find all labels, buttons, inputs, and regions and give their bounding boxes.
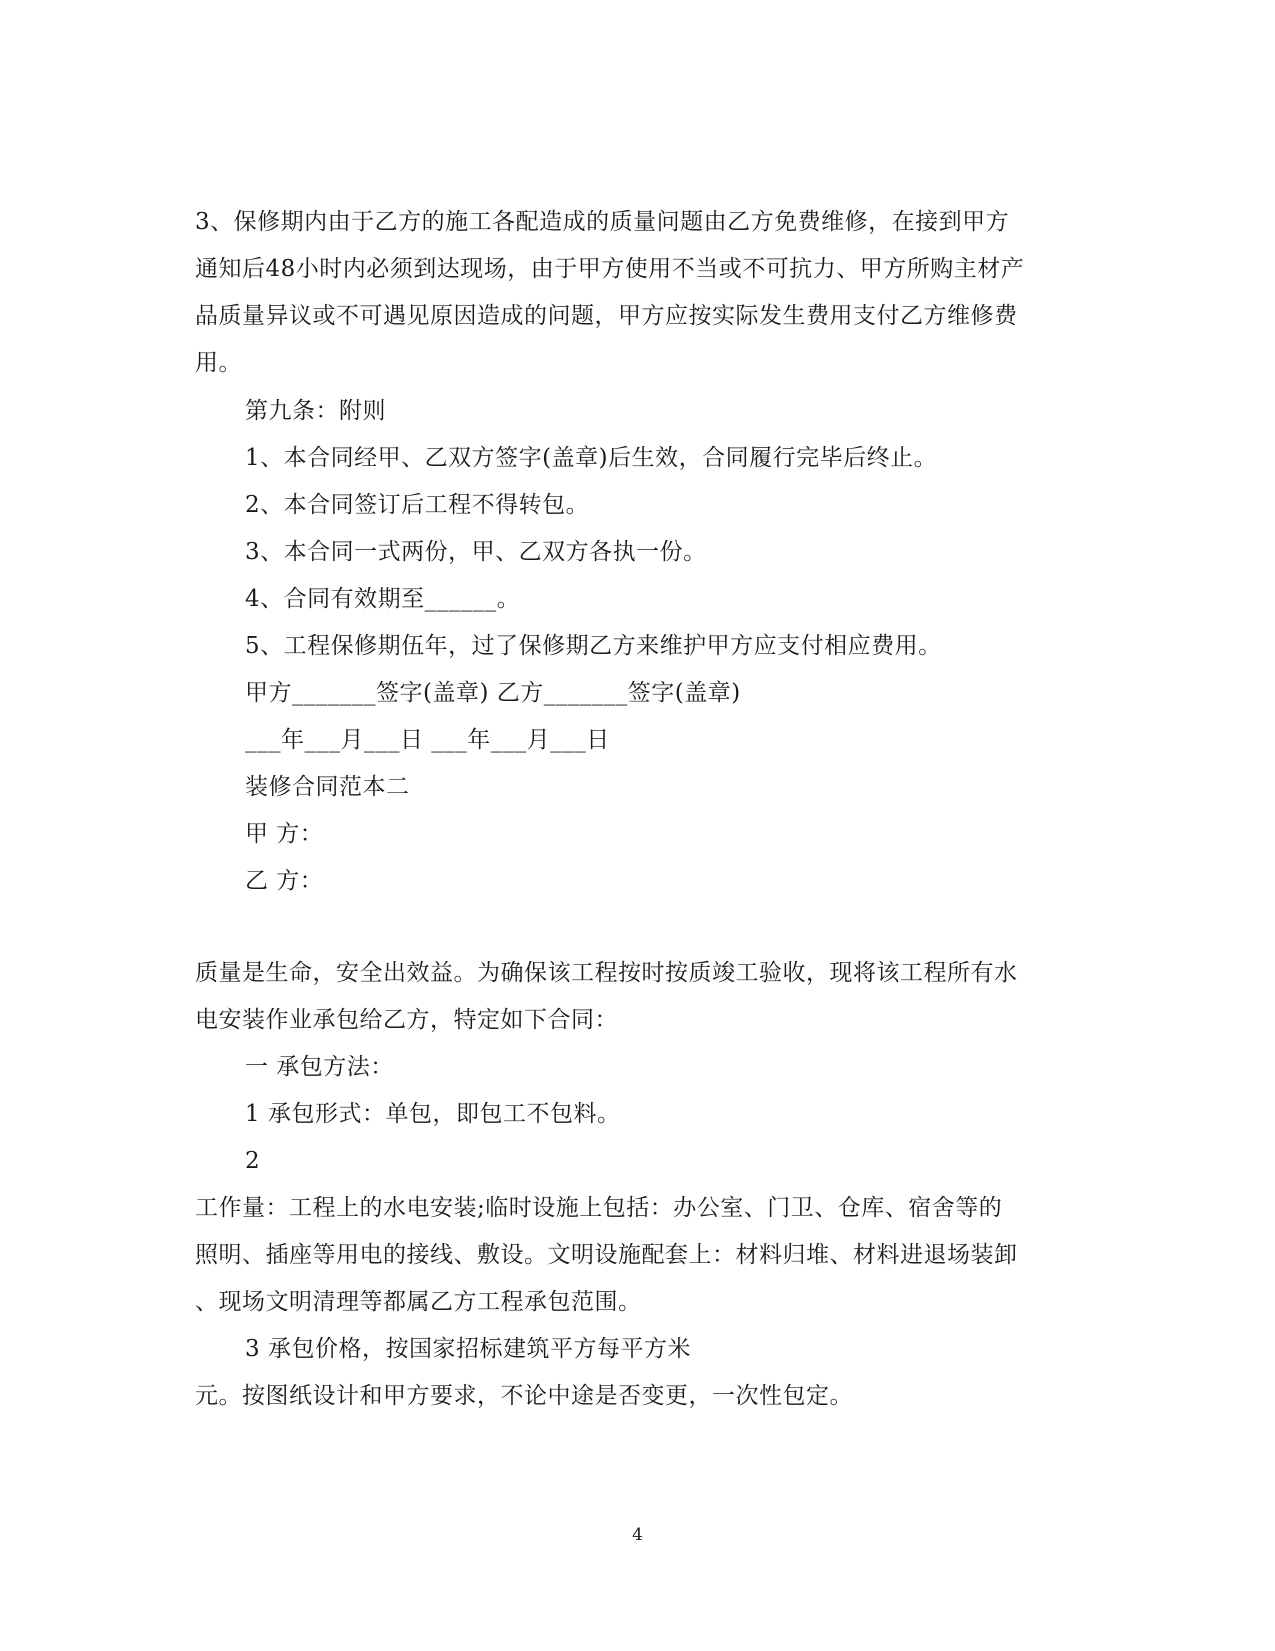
clause-item: 5、工程保修期伍年，过了保修期乙方来维护甲方应支付相应费用。 <box>245 633 942 659</box>
party-b-field: 乙 方： <box>245 868 324 894</box>
clause-item: 3、本合同一式两份，甲、乙双方各执一份。 <box>245 539 707 565</box>
clause-item: 1、本合同经甲、乙双方签字(盖章)后生效，合同履行完毕后终止。 <box>245 445 938 471</box>
paragraph-line: 电安装作业承包给乙方，特定如下合同： <box>195 1007 618 1033</box>
clause-item: 1 承包形式：单包，即包工不包料。 <box>245 1101 621 1127</box>
clause-item: 2、本合同签订后工程不得转包。 <box>245 492 590 518</box>
clause-item: 3 承包价格，按国家招标建筑平方每平方米 <box>245 1336 691 1362</box>
clause-item: 2 <box>245 1148 261 1174</box>
paragraph-line: 工作量：工程上的水电安装;临时设施上包括：办公室、门卫、仓库、宿舍等的 <box>195 1195 1003 1221</box>
document-title: 装修合同范本二 <box>245 774 410 800</box>
paragraph-line: 3、保修期内由于乙方的施工各配造成的质量问题由乙方免费维修，在接到甲方 <box>195 209 1010 235</box>
clause-item: 4、合同有效期至______。 <box>245 586 521 612</box>
paragraph-line: 、现场文明清理等都属乙方工程承包范围。 <box>195 1289 642 1315</box>
party-a-field: 甲 方： <box>245 821 324 847</box>
section-heading: 第九条：附则 <box>245 398 386 424</box>
paragraph-line: 照明、插座等用电的接线、敷设。文明设施配套上：材料归堆、材料进退场装卸 <box>195 1242 1018 1268</box>
paragraph-line: 用。 <box>195 350 242 376</box>
signature-line: 甲方_______签字(盖章) 乙方_______签字(盖章) <box>245 680 741 706</box>
date-line: ___年___月___日 ___年___月___日 <box>245 727 610 753</box>
paragraph-line: 质量是生命，安全出效益。为确保该工程按时按质竣工验收，现将该工程所有水 <box>195 960 1018 986</box>
paragraph-line: 品质量异议或不可遇见原因造成的问题，甲方应按实际发生费用支付乙方维修费 <box>195 303 1018 329</box>
page-number: 4 <box>632 1525 643 1545</box>
section-heading: 一 承包方法： <box>245 1054 394 1080</box>
paragraph-line: 通知后48小时内必须到达现场，由于甲方使用不当或不可抗力、甲方所购主材产 <box>195 256 1025 282</box>
paragraph-line: 元。按图纸设计和甲方要求，不论中途是否变更，一次性包定。 <box>195 1383 853 1409</box>
